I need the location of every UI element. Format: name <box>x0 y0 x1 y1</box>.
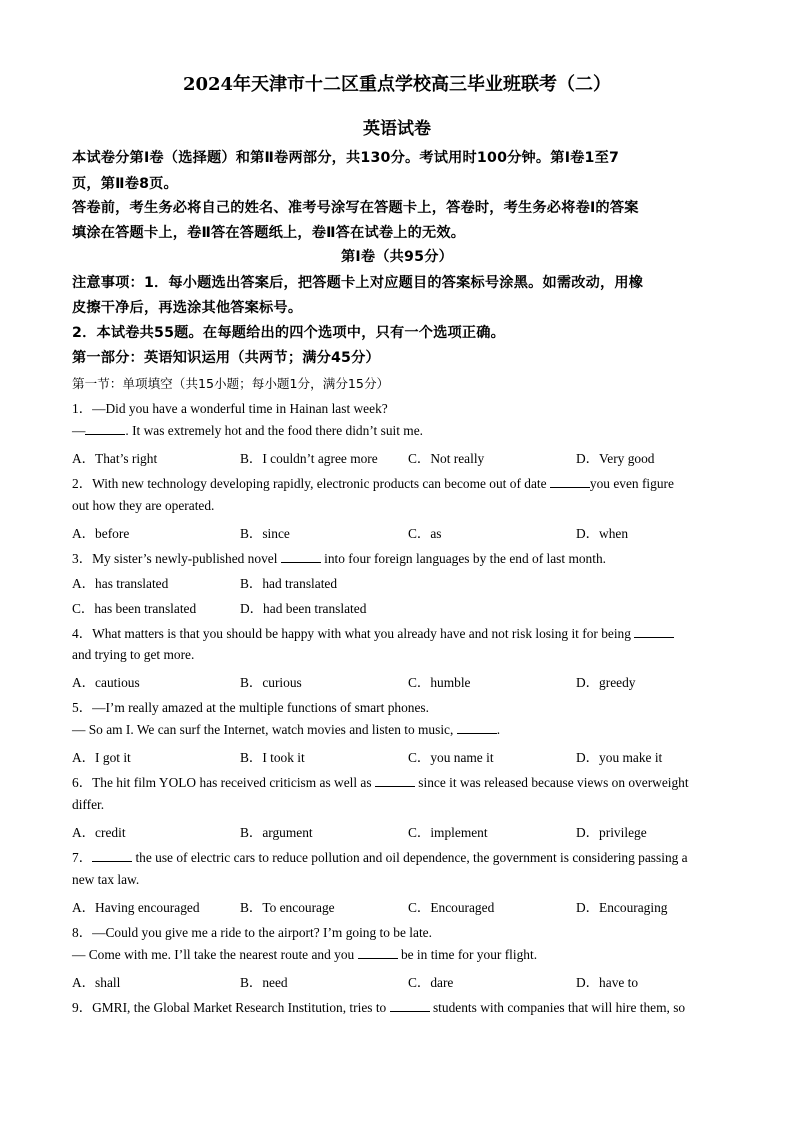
q8-stem-2: — Come with me. I’ll take the nearest route and you be in time for your flight. <box>72 947 538 962</box>
intro-line-3: 答卷前，考生务必将自己的姓名、准考号涂写在答题卡上，答卷时，考生务必将卷Ⅰ的答案 <box>72 200 639 216</box>
q3-option-d: D．had been translated <box>240 601 367 616</box>
exam-title: 2024年天津市十二区重点学校高三毕业班联考（二） <box>182 74 612 95</box>
intro-line-2: 页，第Ⅱ卷8页。 <box>72 176 178 192</box>
q9-stem: 9．GMRI, the Global Market Research Institution, tries to students with companies that will hire them, so <box>72 1000 686 1015</box>
q6-stem: 6．The hit film YOLO has received criticism as well as since it was released because views on overweight <box>72 775 689 790</box>
q6-option-d: D．privilege <box>576 825 647 840</box>
q2-option-b: B．since <box>240 526 290 541</box>
q1-stem: 1．—Did you have a wonderful time in Hainan last week? <box>72 401 388 416</box>
q7-stem: 7． the use of electric cars to reduce pollution and oil dependence, the government is considering passing a <box>72 850 688 865</box>
q3-option-b: B．had translated <box>240 576 338 591</box>
q7-option-d: D．Encouraging <box>576 900 668 915</box>
q7-option-a: A．Having encouraged <box>72 900 200 915</box>
q7-option-b: B．To encourage <box>240 900 335 915</box>
q2-option-c: C．as <box>408 526 442 541</box>
q4-option-c: C．humble <box>408 675 471 690</box>
answer-blank <box>634 626 674 638</box>
answer-blank <box>281 551 321 563</box>
q8-option-c: C．dare <box>408 975 454 990</box>
answer-blank <box>92 850 132 862</box>
note-1a: 注意事项：1．每小题选出答案后，把答题卡上对应题目的答案标号涂黑。如需改动，用橡 <box>72 275 644 291</box>
q4-stem: 4．What matters is that you should be happy with what you already have and not risk losing it for being <box>72 623 674 642</box>
q6-option-c: C．implement <box>408 825 488 840</box>
q8-option-b: B．need <box>240 975 288 990</box>
q3-option-a: A．has translated <box>72 576 169 591</box>
answer-blank <box>85 423 125 435</box>
q2-option-d: D．when <box>576 526 629 541</box>
answer-blank <box>457 722 497 734</box>
q8-stem: 8．—Could you give me a ride to the airport? I’m going to be late. <box>72 925 432 940</box>
q6-stem-2: differ. <box>72 797 105 812</box>
intro-line-4: 填涂在答题卡上，卷Ⅱ答在答题纸上，卷Ⅱ答在试卷上的无效。 <box>72 225 466 241</box>
q6-option-a: A．credit <box>72 825 126 840</box>
note-2: 2．本试卷共55题。在每题给出的四个选项中，只有一个选项正确。 <box>72 325 506 341</box>
q1-option-b: B．I couldn’t agree more <box>240 451 378 466</box>
q5-option-a: A．I got it <box>72 750 131 765</box>
q7-option-c: C．Encouraged <box>408 900 495 915</box>
q4-option-a: A．cautious <box>72 675 140 690</box>
q8-option-a: A．shall <box>72 975 121 990</box>
q8-option-d: D．have to <box>576 975 639 990</box>
q6-option-b: B．argument <box>240 825 313 840</box>
q4-option-d: D．greedy <box>576 675 636 690</box>
q2-stem: 2．With new technology developing rapidly, electronic products can become out of date you even figure <box>72 476 674 491</box>
answer-blank <box>390 1000 430 1012</box>
q5-stem: 5．—I’m really amazed at the multiple functions of smart phones. <box>72 700 429 715</box>
part1-title: 第Ⅰ卷（共95分） <box>341 249 453 265</box>
q5-option-d: D．you make it <box>576 750 663 765</box>
q5-option-b: B．I took it <box>240 750 305 765</box>
answer-blank <box>375 775 415 787</box>
q1-option-d: D．Very good <box>576 451 655 466</box>
q5-option-c: C．you name it <box>408 750 494 765</box>
note-1b: 皮擦干净后，再选涂其他答案标号。 <box>72 300 303 316</box>
q4-stem-2: and trying to get more. <box>72 647 195 662</box>
part-heading: 第一部分：英语知识运用（共两节；满分45分） <box>72 350 380 366</box>
q4-option-b: B．curious <box>240 675 302 690</box>
q3-option-c: C．has been translated <box>72 601 197 616</box>
answer-blank <box>550 476 590 488</box>
q2-option-a: A．before <box>72 526 130 541</box>
q1-option-a: A．That’s right <box>72 451 158 466</box>
answer-blank <box>358 947 398 959</box>
q7-stem-2: new tax law. <box>72 872 140 887</box>
q5-stem-2: — So am I. We can surf the Internet, watch movies and listen to music, . <box>72 722 501 737</box>
q2-stem-2: out how they are operated. <box>72 498 215 513</box>
intro-line-1: 本试卷分第Ⅰ卷（选择题）和第Ⅱ卷两部分，共130分。考试用时100分钟。第Ⅰ卷1至7 <box>72 150 620 166</box>
sub-heading: 第一节：单项填空（共15小题；每小题1分，满分15分） <box>72 376 390 391</box>
q1-option-c: C．Not really <box>408 451 485 466</box>
exam-subtitle: 英语试卷 <box>363 119 431 139</box>
q1-stem-2: — . It was extremely hot and the food there didn’t suit me. <box>72 423 424 438</box>
q3-stem: 3．My sister’s newly-published novel into four foreign languages by the end of last month. <box>72 551 607 566</box>
